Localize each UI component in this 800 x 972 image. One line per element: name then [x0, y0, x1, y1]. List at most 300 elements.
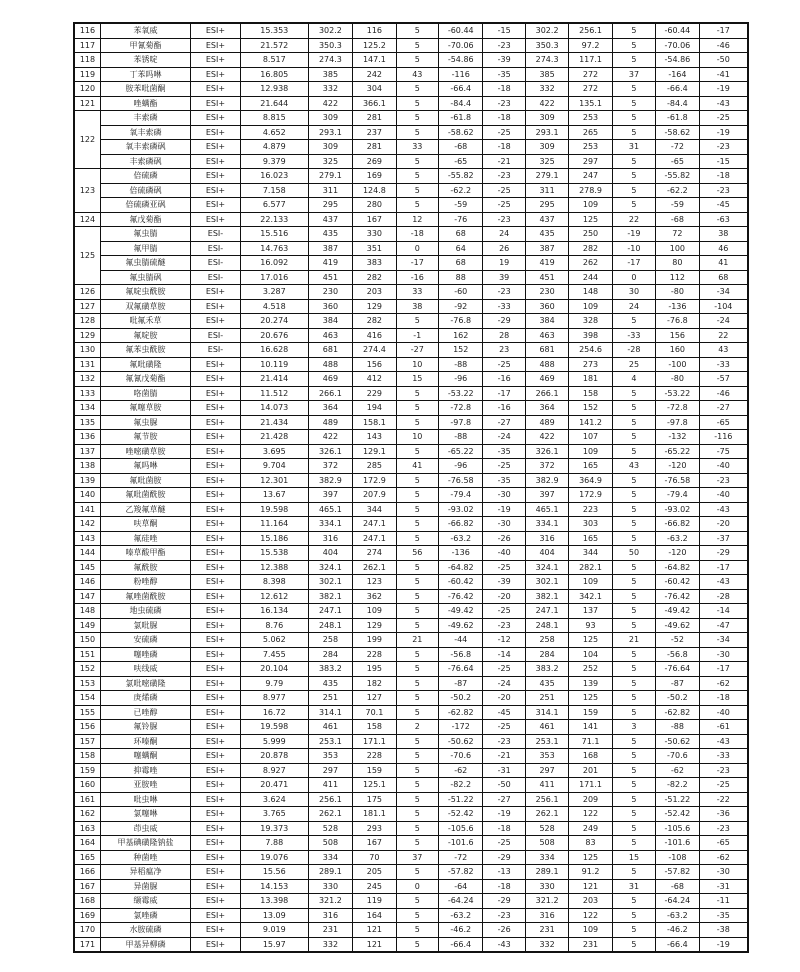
row-number: 122 — [74, 111, 100, 169]
table-row — [74, 212, 748, 227]
cell-ion-mode: ESI+ — [191, 560, 241, 575]
cell-retention-time: 13.398 — [240, 894, 308, 909]
cell-collision-energy-1: -33 — [483, 299, 525, 314]
cell-collision-energy-1: -39 — [483, 53, 525, 68]
cell-declustering-1: -49.42 — [438, 604, 483, 619]
table-row — [74, 430, 748, 445]
cell-declustering-1: -51.22 — [438, 792, 483, 807]
cell-product-ion-2: 297 — [569, 154, 612, 169]
cell-compound-name: 茚虫威 — [100, 821, 190, 836]
cell-collision-energy-1: -29 — [483, 314, 525, 329]
cell-cone-voltage-2: 5 — [612, 589, 655, 604]
cell-cone-voltage-1: 5 — [396, 647, 438, 662]
cell-collision-energy-1: -23 — [483, 96, 525, 111]
cell-precursor-ion-2: 302.1 — [525, 575, 568, 590]
cell-cone-voltage-2: 5 — [612, 676, 655, 691]
cell-precursor-ion-2: 295 — [525, 198, 568, 213]
cell-product-ion-1: 121 — [353, 923, 396, 938]
cell-retention-time: 5.062 — [240, 633, 308, 648]
cell-cone-voltage-1: 10 — [396, 430, 438, 445]
cell-product-ion-1: 269 — [353, 154, 396, 169]
table-row — [74, 749, 748, 764]
cell-collision-energy-1: 26 — [483, 241, 525, 256]
cell-declustering-1: -63.2 — [438, 531, 483, 546]
cell-cone-voltage-2: 25 — [612, 357, 655, 372]
cell-cone-voltage-2: 5 — [612, 82, 655, 97]
cell-retention-time: 11.512 — [240, 386, 308, 401]
table-row — [74, 778, 748, 793]
cell-collision-energy-2: -33 — [699, 749, 748, 764]
cell-cone-voltage-2: 43 — [612, 459, 655, 474]
cell-ion-mode: ESI+ — [191, 647, 241, 662]
cell-product-ion-2: 250 — [569, 227, 612, 242]
table-row — [74, 67, 748, 82]
cell-product-ion-2: 109 — [569, 444, 612, 459]
cell-declustering-2: -132 — [656, 430, 699, 445]
cell-cone-voltage-1: 5 — [396, 923, 438, 938]
cell-cone-voltage-2: 5 — [612, 908, 655, 923]
cell-precursor-ion-2: 372 — [525, 459, 568, 474]
cell-product-ion-2: 109 — [569, 575, 612, 590]
cell-ion-mode: ESI+ — [191, 836, 241, 851]
cell-compound-name: 异菌脲 — [100, 879, 190, 894]
cell-product-ion-2: 83 — [569, 836, 612, 851]
cell-precursor-ion-2: 316 — [525, 908, 568, 923]
cell-product-ion-2: 262 — [569, 256, 612, 271]
cell-precursor-ion: 334 — [308, 850, 353, 865]
table-row — [74, 227, 748, 242]
cell-cone-voltage-2: 5 — [612, 560, 655, 575]
cell-precursor-ion: 314.1 — [308, 705, 353, 720]
cell-compound-name: 唑螨酯 — [100, 96, 190, 111]
cell-compound-name: 咯菌腈 — [100, 386, 190, 401]
cell-collision-energy-2: -23 — [699, 473, 748, 488]
cell-precursor-ion-2: 422 — [525, 96, 568, 111]
cell-retention-time: 8.977 — [240, 691, 308, 706]
cell-declustering-1: -76.64 — [438, 662, 483, 677]
cell-declustering-2: -56.8 — [656, 647, 699, 662]
cell-collision-energy-2: -19 — [699, 125, 748, 140]
cell-precursor-ion: 284 — [308, 647, 353, 662]
cell-precursor-ion-2: 360 — [525, 299, 568, 314]
cell-compound-name: 氟吗啉 — [100, 459, 190, 474]
cell-declustering-1: -105.6 — [438, 821, 483, 836]
table-body — [74, 23, 748, 952]
cell-cone-voltage-2: 5 — [612, 314, 655, 329]
cell-retention-time: 21.572 — [240, 38, 308, 53]
cell-cone-voltage-2: 5 — [612, 473, 655, 488]
cell-cone-voltage-2: 5 — [612, 444, 655, 459]
cell-retention-time: 11.164 — [240, 517, 308, 532]
cell-precursor-ion: 419 — [308, 256, 353, 271]
cell-collision-energy-2: 68 — [699, 270, 748, 285]
cell-ion-mode: ESI+ — [191, 125, 241, 140]
cell-cone-voltage-2: 24 — [612, 299, 655, 314]
cell-product-ion-2: 223 — [569, 502, 612, 517]
cell-precursor-ion-2: 435 — [525, 676, 568, 691]
cell-collision-energy-1: -29 — [483, 850, 525, 865]
cell-collision-energy-2: -15 — [699, 154, 748, 169]
row-number: 146 — [74, 575, 100, 590]
cell-cone-voltage-2: 3 — [612, 720, 655, 735]
cell-collision-energy-1: -25 — [483, 662, 525, 677]
cell-collision-energy-1: 39 — [483, 270, 525, 285]
cell-ion-mode: ESI+ — [191, 401, 241, 416]
cell-retention-time: 12.612 — [240, 589, 308, 604]
cell-declustering-1: -58.62 — [438, 125, 483, 140]
row-number: 136 — [74, 430, 100, 445]
cell-collision-energy-1: 19 — [483, 256, 525, 271]
table-row — [74, 270, 748, 285]
cell-cone-voltage-2: 50 — [612, 546, 655, 561]
cell-cone-voltage-1: 0 — [396, 241, 438, 256]
cell-cone-voltage-1: 5 — [396, 386, 438, 401]
cell-retention-time: 8.815 — [240, 111, 308, 126]
cell-cone-voltage-2: -28 — [612, 343, 655, 358]
cell-declustering-1: -60.42 — [438, 575, 483, 590]
cell-product-ion-1: 330 — [353, 227, 396, 242]
cell-ion-mode: ESI- — [191, 227, 241, 242]
cell-declustering-2: -120 — [656, 459, 699, 474]
cell-product-ion-1: 70 — [353, 850, 396, 865]
cell-declustering-2: -101.6 — [656, 836, 699, 851]
cell-product-ion-1: 171.1 — [353, 734, 396, 749]
cell-cone-voltage-2: 5 — [612, 96, 655, 111]
cell-declustering-2: -72.8 — [656, 401, 699, 416]
row-number: 138 — [74, 459, 100, 474]
cell-compound-name: 水胺硫磷 — [100, 923, 190, 938]
cell-product-ion-1: 280 — [353, 198, 396, 213]
cell-declustering-1: -65.22 — [438, 444, 483, 459]
cell-precursor-ion: 404 — [308, 546, 353, 561]
row-number: 131 — [74, 357, 100, 372]
cell-precursor-ion-2: 528 — [525, 821, 568, 836]
cell-precursor-ion-2: 314.1 — [525, 705, 568, 720]
cell-compound-name: 吡氟禾草 — [100, 314, 190, 329]
cell-ion-mode: ESI+ — [191, 96, 241, 111]
cell-retention-time: 4.879 — [240, 140, 308, 155]
cell-cone-voltage-1: 5 — [396, 488, 438, 503]
cell-collision-energy-2: -43 — [699, 96, 748, 111]
cell-cone-voltage-1: 33 — [396, 285, 438, 300]
cell-product-ion-1: 282 — [353, 314, 396, 329]
cell-collision-energy-2: -35 — [699, 908, 748, 923]
row-number: 168 — [74, 894, 100, 909]
cell-collision-energy-2: -116 — [699, 430, 748, 445]
cell-declustering-1: -93.02 — [438, 502, 483, 517]
table-row — [74, 763, 748, 778]
cell-compound-name: 倍硫磷砜 — [100, 183, 190, 198]
row-number: 156 — [74, 720, 100, 735]
cell-ion-mode: ESI+ — [191, 865, 241, 880]
cell-product-ion-2: 282 — [569, 241, 612, 256]
cell-declustering-1: -66.82 — [438, 517, 483, 532]
table-row — [74, 836, 748, 851]
cell-retention-time: 7.455 — [240, 647, 308, 662]
cell-ion-mode: ESI+ — [191, 488, 241, 503]
cell-product-ion-2: 122 — [569, 908, 612, 923]
cell-compound-name: 氟吡菌胺 — [100, 473, 190, 488]
cell-cone-voltage-1: 43 — [396, 67, 438, 82]
cell-precursor-ion: 316 — [308, 531, 353, 546]
table-row — [74, 169, 748, 184]
cell-precursor-ion-2: 332 — [525, 937, 568, 952]
row-number: 164 — [74, 836, 100, 851]
cell-product-ion-1: 116 — [353, 23, 396, 38]
cell-product-ion-1: 205 — [353, 865, 396, 880]
cell-precursor-ion-2: 253.1 — [525, 734, 568, 749]
cell-cone-voltage-1: -1 — [396, 328, 438, 343]
cell-collision-energy-2: -17 — [699, 662, 748, 677]
table-row — [74, 415, 748, 430]
cell-precursor-ion-2: 387 — [525, 241, 568, 256]
cell-cone-voltage-1: 5 — [396, 531, 438, 546]
cell-collision-energy-2: 41 — [699, 256, 748, 271]
cell-collision-energy-1: -35 — [483, 444, 525, 459]
cell-product-ion-1: 169 — [353, 169, 396, 184]
cell-cone-voltage-1: 38 — [396, 299, 438, 314]
table-row — [74, 908, 748, 923]
cell-product-ion-2: 122 — [569, 807, 612, 822]
cell-product-ion-1: 182 — [353, 676, 396, 691]
cell-collision-energy-1: -18 — [483, 821, 525, 836]
cell-precursor-ion: 508 — [308, 836, 353, 851]
cell-retention-time: 3.695 — [240, 444, 308, 459]
cell-ion-mode: ESI+ — [191, 894, 241, 909]
cell-declustering-1: -60.44 — [438, 23, 483, 38]
cell-retention-time: 4.652 — [240, 125, 308, 140]
cell-cone-voltage-2: 5 — [612, 763, 655, 778]
cell-product-ion-2: 93 — [569, 618, 612, 633]
cell-retention-time: 9.379 — [240, 154, 308, 169]
cell-collision-energy-1: -16 — [483, 372, 525, 387]
table-row — [74, 575, 748, 590]
cell-cone-voltage-1: -18 — [396, 227, 438, 242]
cell-ion-mode: ESI+ — [191, 778, 241, 793]
cell-product-ion-1: 119 — [353, 894, 396, 909]
cell-compound-name: 氟吡菌酰胺 — [100, 488, 190, 503]
cell-ion-mode: ESI+ — [191, 734, 241, 749]
cell-precursor-ion-2: 435 — [525, 227, 568, 242]
cell-precursor-ion: 266.1 — [308, 386, 353, 401]
row-number: 137 — [74, 444, 100, 459]
cell-cone-voltage-2: 37 — [612, 67, 655, 82]
cell-retention-time: 9.79 — [240, 676, 308, 691]
cell-cone-voltage-2: 5 — [612, 53, 655, 68]
cell-declustering-1: -52.42 — [438, 807, 483, 822]
cell-product-ion-2: 125 — [569, 633, 612, 648]
cell-retention-time: 3.624 — [240, 792, 308, 807]
row-number: 116 — [74, 23, 100, 38]
table-row — [74, 691, 748, 706]
cell-precursor-ion-2: 461 — [525, 720, 568, 735]
cell-precursor-ion: 258 — [308, 633, 353, 648]
cell-compound-name: 氯唑磷 — [100, 908, 190, 923]
cell-retention-time: 3.287 — [240, 285, 308, 300]
cell-precursor-ion: 437 — [308, 212, 353, 227]
cell-cone-voltage-2: 30 — [612, 285, 655, 300]
cell-declustering-2: -68 — [656, 212, 699, 227]
cell-compound-name: 呋线威 — [100, 662, 190, 677]
cell-declustering-2: -120 — [656, 546, 699, 561]
cell-cone-voltage-2: 5 — [612, 705, 655, 720]
cell-precursor-ion-2: 302.2 — [525, 23, 568, 38]
cell-product-ion-2: 109 — [569, 299, 612, 314]
cell-cone-voltage-2: 5 — [612, 430, 655, 445]
cell-declustering-2: -70.6 — [656, 749, 699, 764]
cell-collision-energy-1: -23 — [483, 169, 525, 184]
row-number: 162 — [74, 807, 100, 822]
cell-cone-voltage-1: 5 — [396, 778, 438, 793]
row-number: 157 — [74, 734, 100, 749]
cell-compound-name: 氟甲腈 — [100, 241, 190, 256]
row-number: 134 — [74, 401, 100, 416]
cell-compound-name: 呋草酮 — [100, 517, 190, 532]
cell-collision-energy-1: -18 — [483, 140, 525, 155]
cell-declustering-2: -97.8 — [656, 415, 699, 430]
table-row — [74, 285, 748, 300]
cell-product-ion-1: 164 — [353, 908, 396, 923]
cell-declustering-1: -53.22 — [438, 386, 483, 401]
cell-product-ion-1: 412 — [353, 372, 396, 387]
cell-precursor-ion-2: 469 — [525, 372, 568, 387]
cell-cone-voltage-2: 5 — [612, 778, 655, 793]
cell-compound-name: 氧丰索磷砜 — [100, 140, 190, 155]
cell-retention-time: 12.388 — [240, 560, 308, 575]
cell-product-ion-1: 229 — [353, 386, 396, 401]
row-number: 119 — [74, 67, 100, 82]
cell-cone-voltage-1: 5 — [396, 604, 438, 619]
cell-cone-voltage-1: 2 — [396, 720, 438, 735]
cell-collision-energy-1: -25 — [483, 720, 525, 735]
row-number: 141 — [74, 502, 100, 517]
cell-compound-name: 环嗪酮 — [100, 734, 190, 749]
cell-collision-energy-1: -25 — [483, 836, 525, 851]
table-row — [74, 328, 748, 343]
cell-compound-name: 氟硅唑 — [100, 531, 190, 546]
cell-product-ion-2: 203 — [569, 894, 612, 909]
cell-cone-voltage-1: 5 — [396, 473, 438, 488]
table-row — [74, 372, 748, 387]
cell-precursor-ion-2: 316 — [525, 531, 568, 546]
table-row — [74, 865, 748, 880]
cell-ion-mode: ESI+ — [191, 879, 241, 894]
cell-retention-time: 14.763 — [240, 241, 308, 256]
cell-cone-voltage-1: 5 — [396, 705, 438, 720]
cell-cone-voltage-2: 5 — [612, 531, 655, 546]
cell-declustering-1: -87 — [438, 676, 483, 691]
cell-retention-time: 17.016 — [240, 270, 308, 285]
cell-cone-voltage-1: 5 — [396, 82, 438, 97]
cell-collision-energy-2: -11 — [699, 894, 748, 909]
cell-precursor-ion: 330 — [308, 879, 353, 894]
cell-precursor-ion-2: 334.1 — [525, 517, 568, 532]
cell-declustering-2: -63.2 — [656, 908, 699, 923]
cell-collision-energy-2: -63 — [699, 212, 748, 227]
cell-precursor-ion: 274.3 — [308, 53, 353, 68]
cell-retention-time: 21.644 — [240, 96, 308, 111]
cell-product-ion-1: 281 — [353, 140, 396, 155]
cell-declustering-1: -56.8 — [438, 647, 483, 662]
cell-ion-mode: ESI+ — [191, 792, 241, 807]
cell-ion-mode: ESI+ — [191, 82, 241, 97]
cell-declustering-1: -172 — [438, 720, 483, 735]
cell-product-ion-2: 303 — [569, 517, 612, 532]
cell-product-ion-2: 141.2 — [569, 415, 612, 430]
cell-product-ion-1: 129 — [353, 299, 396, 314]
cell-declustering-1: -76 — [438, 212, 483, 227]
cell-ion-mode: ESI+ — [191, 357, 241, 372]
cell-ion-mode: ESI+ — [191, 53, 241, 68]
cell-ion-mode: ESI+ — [191, 691, 241, 706]
row-number: 158 — [74, 749, 100, 764]
cell-collision-energy-2: -46 — [699, 38, 748, 53]
cell-product-ion-2: 135.1 — [569, 96, 612, 111]
cell-product-ion-2: 244 — [569, 270, 612, 285]
cell-ion-mode: ESI+ — [191, 546, 241, 561]
cell-compound-name: 氯吡脲 — [100, 618, 190, 633]
cell-declustering-1: -60 — [438, 285, 483, 300]
cell-precursor-ion: 311 — [308, 183, 353, 198]
cell-product-ion-1: 123 — [353, 575, 396, 590]
cell-product-ion-1: 237 — [353, 125, 396, 140]
cell-compound-name: 氟噻草胺 — [100, 401, 190, 416]
cell-declustering-1: -50.62 — [438, 734, 483, 749]
cell-product-ion-2: 252 — [569, 662, 612, 677]
cell-retention-time: 8.927 — [240, 763, 308, 778]
cell-precursor-ion: 332 — [308, 82, 353, 97]
cell-declustering-2: -82.2 — [656, 778, 699, 793]
cell-product-ion-1: 228 — [353, 749, 396, 764]
cell-collision-energy-1: -31 — [483, 763, 525, 778]
cell-collision-energy-2: -37 — [699, 531, 748, 546]
cell-compound-name: 氧丰索磷 — [100, 125, 190, 140]
cell-declustering-1: -62.82 — [438, 705, 483, 720]
table-row — [74, 546, 748, 561]
cell-declustering-2: 80 — [656, 256, 699, 271]
cell-retention-time: 16.092 — [240, 256, 308, 271]
cell-cone-voltage-1: 5 — [396, 169, 438, 184]
cell-collision-energy-1: -24 — [483, 430, 525, 445]
cell-retention-time: 6.577 — [240, 198, 308, 213]
cell-product-ion-1: 121 — [353, 937, 396, 952]
row-number: 118 — [74, 53, 100, 68]
cell-product-ion-1: 129.1 — [353, 444, 396, 459]
table-row — [74, 473, 748, 488]
cell-cone-voltage-2: 5 — [612, 488, 655, 503]
cell-declustering-1: -66.4 — [438, 82, 483, 97]
row-number: 166 — [74, 865, 100, 880]
cell-product-ion-1: 167 — [353, 212, 396, 227]
cell-cone-voltage-2: 5 — [612, 923, 655, 938]
row-number: 152 — [74, 662, 100, 677]
table-row — [74, 647, 748, 662]
cell-declustering-2: 72 — [656, 227, 699, 242]
table-row — [74, 96, 748, 111]
cell-compound-name: 氟啶虫酰胺 — [100, 285, 190, 300]
cell-precursor-ion: 332 — [308, 937, 353, 952]
cell-collision-energy-2: 46 — [699, 241, 748, 256]
cell-precursor-ion: 360 — [308, 299, 353, 314]
cell-compound-name: 甲氰菊酯 — [100, 38, 190, 53]
cell-declustering-2: -88 — [656, 720, 699, 735]
cell-compound-name: 安硫磷 — [100, 633, 190, 648]
cell-collision-energy-2: -40 — [699, 705, 748, 720]
cell-retention-time: 19.076 — [240, 850, 308, 865]
cell-cone-voltage-2: -33 — [612, 328, 655, 343]
cell-compound-name: 氟唑菌酰胺 — [100, 589, 190, 604]
row-number: 121 — [74, 96, 100, 111]
